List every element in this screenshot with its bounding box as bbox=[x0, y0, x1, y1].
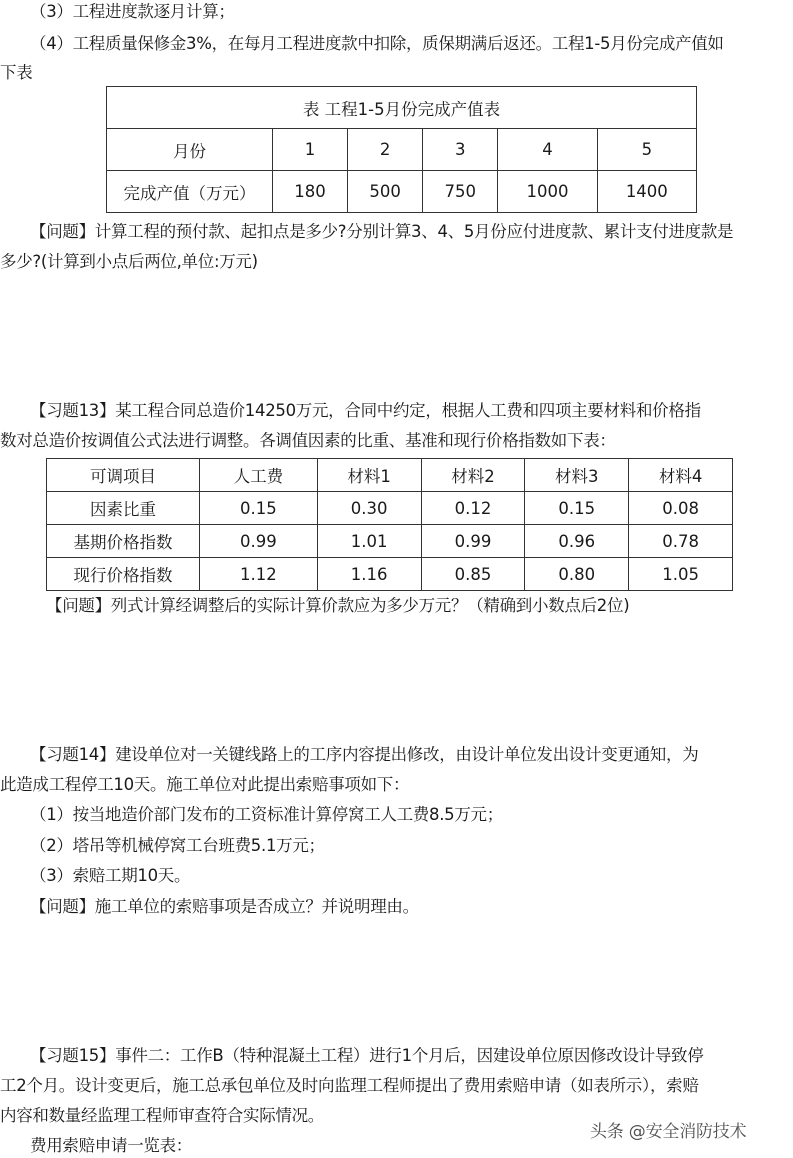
table-row bbox=[47, 525, 733, 558]
watermark: 头条 @安全消防技术 bbox=[590, 1122, 747, 1142]
column-header: 材料1 bbox=[317, 459, 421, 492]
exercise-13-line-1: 【习题13】某工程合同总造价14250万元，合同中约定，根据人工费和四项主要材料和价格指 bbox=[30, 401, 701, 420]
table-cell: 1.16 bbox=[317, 558, 421, 591]
exercise-14-item-3: （3）索赔工期10天。 bbox=[30, 866, 191, 885]
row-header: 月份 bbox=[107, 129, 273, 171]
table-row bbox=[47, 492, 733, 525]
column-header: 可调项目 bbox=[47, 459, 200, 492]
row-header: 现行价格指数 bbox=[47, 558, 200, 591]
table-cell: 500 bbox=[348, 171, 423, 213]
output-value-table bbox=[106, 86, 697, 213]
exercise-15-line-1: 【习题15】事件二：工作B（特种混凝土工程）进行1个月后，因建设单位原因修改设计导致停 bbox=[30, 1046, 704, 1065]
exercise-14-question: 【问题】施工单位的索赔事项是否成立？并说明理由。 bbox=[30, 897, 419, 916]
table-cell: 3 bbox=[423, 129, 498, 171]
table-cell: 4 bbox=[498, 129, 597, 171]
intro-item-4: （4）工程质量保修金3%，在每月工程进度款中扣除，质保期满后返还。工程1-5月份完成产值如 bbox=[30, 34, 724, 53]
question-1-line-2: 多少?(计算到小点后两位,单位:万元) bbox=[0, 252, 258, 271]
row-header: 因素比重 bbox=[47, 492, 200, 525]
exercise-14-line-2: 此造成工程停工10天。施工单位对此提出索赔事项如下： bbox=[0, 775, 410, 794]
exercise-13-question: 【问题】列式计算经调整后的实际计算价款应为多少万元？（精确到小数点后2位) bbox=[46, 596, 630, 615]
table-row bbox=[107, 171, 697, 213]
table-cell: 1.01 bbox=[317, 525, 421, 558]
row-header: 基期价格指数 bbox=[47, 525, 200, 558]
table-cell: 5 bbox=[597, 129, 696, 171]
exercise-15-line-4: 费用索赔申请一览表： bbox=[30, 1136, 193, 1155]
table-caption: 表 工程1-5月份完成产值表 bbox=[107, 87, 697, 129]
table-cell: 0.99 bbox=[200, 525, 318, 558]
exercise-14-item-1: （1）按当地造价部门发布的工资标准计算停窝工人工费8.5万元； bbox=[30, 805, 503, 824]
exercise-13-line-2: 数对总造价按调值公式法进行调整。各调值因素的比重、基准和现行价格指数如下表： bbox=[0, 431, 616, 450]
table-row bbox=[107, 129, 697, 171]
table-cell: 0.85 bbox=[421, 558, 525, 591]
table-cell: 0.12 bbox=[421, 492, 525, 525]
exercise-15-line-2: 工2个月。设计变更后，施工总承包单位及时向监理工程师提出了费用索赔申请（如表所示），索赔 bbox=[0, 1076, 699, 1095]
exercise-15-line-3: 内容和数量经监理工程师审查符合实际情况。 bbox=[0, 1106, 325, 1125]
table-cell: 2 bbox=[348, 129, 423, 171]
column-header: 材料4 bbox=[629, 459, 733, 492]
table-header-row bbox=[47, 459, 733, 492]
row-header: 完成产值（万元） bbox=[107, 171, 273, 213]
table-cell: 0.30 bbox=[317, 492, 421, 525]
table-cell: 0.78 bbox=[629, 525, 733, 558]
table-cell: 1 bbox=[273, 129, 348, 171]
exercise-14-line-1: 【习题14】建设单位对一关键线路上的工序内容提出修改，由设计单位发出设计变更通知，为 bbox=[30, 745, 699, 764]
intro-item-3: （3）工程进度款逐月计算； bbox=[30, 2, 235, 21]
exercise-14-item-2: （2）塔吊等机械停窝工台班费5.1万元； bbox=[30, 836, 325, 855]
table-cell: 0.96 bbox=[525, 525, 629, 558]
table-cell: 0.15 bbox=[525, 492, 629, 525]
table-cell: 0.99 bbox=[421, 525, 525, 558]
intro-item-4-cont: 下表 bbox=[0, 63, 33, 82]
column-header: 材料2 bbox=[421, 459, 525, 492]
question-1-line-1: 【问题】计算工程的预付款、起扣点是多少?分别计算3、4、5月份应付进度款、累计支付进度款是 bbox=[30, 222, 734, 241]
table-cell: 0.15 bbox=[200, 492, 318, 525]
table-cell: 0.08 bbox=[629, 492, 733, 525]
table-cell: 1.05 bbox=[629, 558, 733, 591]
column-header: 人工费 bbox=[200, 459, 318, 492]
table-cell: 180 bbox=[273, 171, 348, 213]
table-cell: 1000 bbox=[498, 171, 597, 213]
table-cell: 1400 bbox=[597, 171, 696, 213]
table-cell: 0.80 bbox=[525, 558, 629, 591]
table-row bbox=[47, 558, 733, 591]
price-index-table bbox=[46, 458, 733, 591]
table-cell: 1.12 bbox=[200, 558, 318, 591]
table-cell: 750 bbox=[423, 171, 498, 213]
column-header: 材料3 bbox=[525, 459, 629, 492]
